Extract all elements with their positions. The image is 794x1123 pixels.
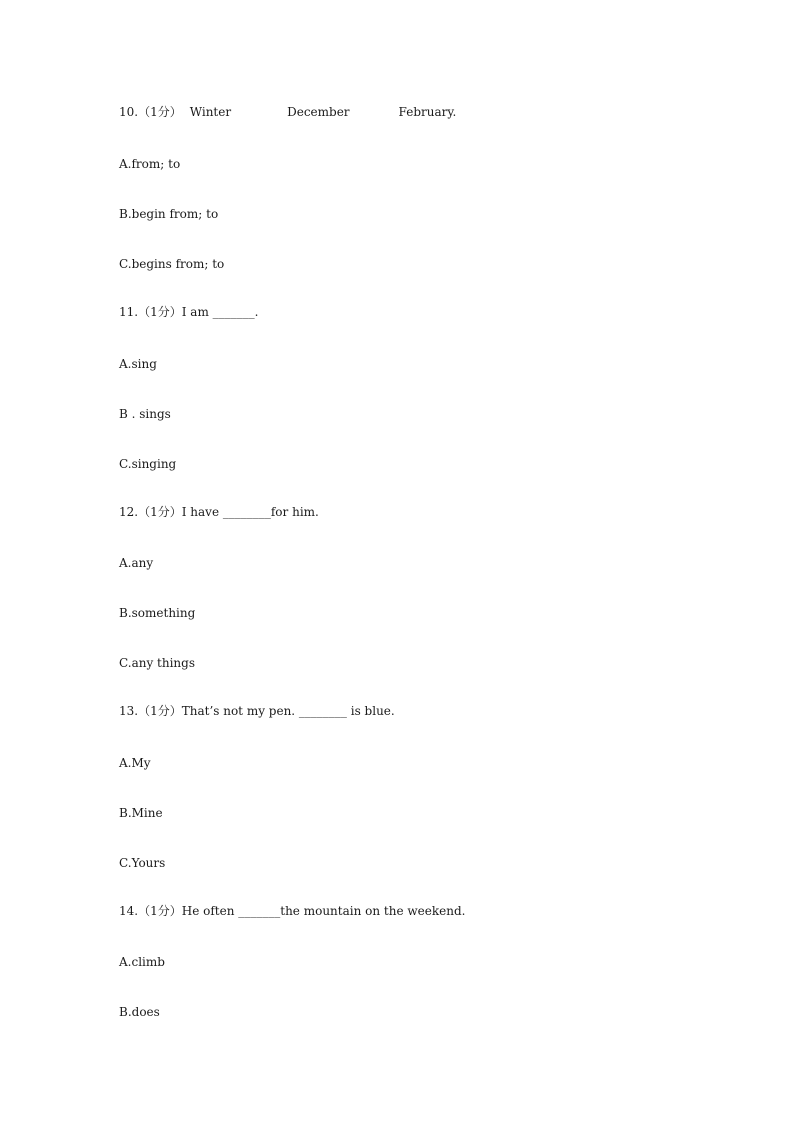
stem-part-december: December bbox=[287, 105, 350, 119]
question-11-option-b: B . sings bbox=[119, 407, 171, 421]
question-text: That’s not my pen. ________ is blue. bbox=[181, 704, 395, 718]
question-12-option-c: C.any things bbox=[119, 656, 196, 670]
question-13-option-c: C.Yours bbox=[119, 856, 166, 870]
question-13-option-b: B.Mine bbox=[119, 806, 163, 820]
question-14-stem bbox=[119, 904, 465, 918]
question-10-option-c: C.begins from; to bbox=[119, 257, 225, 271]
question-score: （1分） bbox=[138, 704, 182, 718]
question-number: 13. bbox=[119, 704, 139, 718]
question-12-option-a: A.any bbox=[119, 556, 154, 570]
question-number: 10. bbox=[119, 105, 139, 119]
question-score: （1分） bbox=[138, 105, 182, 119]
question-11-stem bbox=[119, 305, 258, 319]
question-number: 14. bbox=[119, 904, 139, 918]
question-13-stem bbox=[119, 704, 395, 718]
question-14-option-b: B.does bbox=[119, 1005, 160, 1019]
question-text: I have ________for him. bbox=[181, 505, 319, 519]
stem-part-february: February. bbox=[398, 105, 457, 119]
question-11-option-a: A.sing bbox=[119, 357, 157, 371]
question-number: 12. bbox=[119, 505, 139, 519]
question-10-stem bbox=[119, 105, 456, 119]
question-text: I am _______. bbox=[181, 305, 259, 319]
question-12-option-b: B.something bbox=[119, 606, 196, 620]
stem-part-winter: Winter bbox=[189, 105, 232, 119]
question-10-option-b: B.begin from; to bbox=[119, 207, 219, 221]
question-11-option-c: C.singing bbox=[119, 457, 177, 471]
question-text: He often _______the mountain on the weekend. bbox=[181, 904, 466, 918]
question-score: （1分） bbox=[138, 305, 182, 319]
question-12-stem bbox=[119, 505, 319, 519]
question-number: 11. bbox=[119, 305, 139, 319]
question-score: （1分） bbox=[138, 505, 182, 519]
question-score: （1分） bbox=[138, 904, 182, 918]
question-13-option-a: A.My bbox=[119, 756, 151, 770]
question-14-option-a: A.climb bbox=[119, 955, 165, 969]
question-10-option-a: A.from; to bbox=[119, 157, 181, 171]
